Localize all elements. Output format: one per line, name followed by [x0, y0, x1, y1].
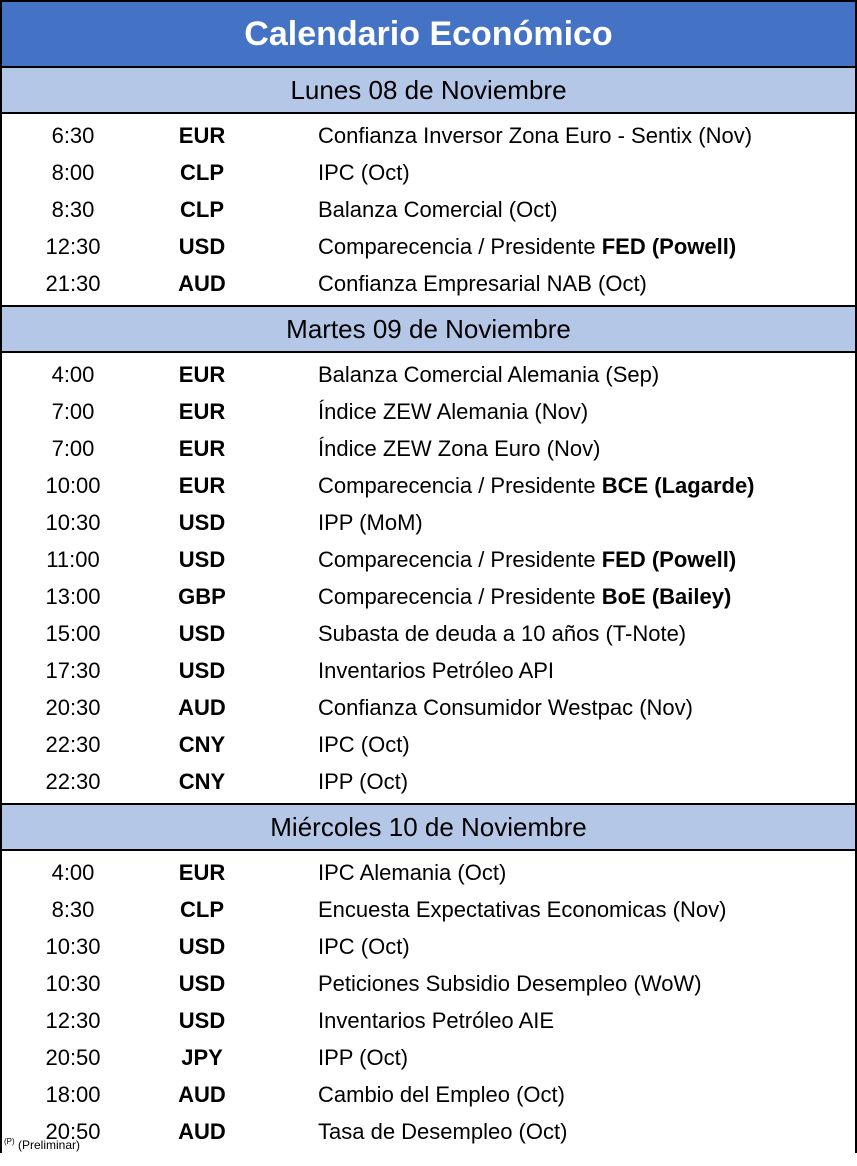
event-time: 10:30: [45, 970, 101, 996]
event-text: Balanza Comercial Alemania (Sep): [318, 361, 660, 387]
event-time: 4:00: [51, 859, 95, 885]
event-row: [2, 726, 855, 763]
event-time: 8:30: [51, 196, 95, 222]
event-text: Cambio del Empleo (Oct): [318, 1081, 565, 1107]
event-row: [2, 891, 855, 928]
event-description: [260, 547, 736, 573]
event-currency: EUR: [178, 472, 226, 498]
event-currency: CLP: [180, 159, 224, 185]
event-currency: EUR: [178, 859, 226, 885]
event-time: 12:30: [45, 233, 101, 259]
event-time: 10:30: [45, 509, 101, 535]
event-row: [2, 265, 855, 302]
event-row: [2, 154, 855, 191]
event-text: Índice ZEW Zona Euro (Nov): [318, 435, 601, 461]
event-row: [2, 117, 855, 154]
event-currency: EUR: [178, 122, 226, 148]
event-currency: EUR: [178, 435, 226, 461]
event-description: [260, 658, 554, 684]
event-description: [260, 732, 410, 758]
event-highlight: FED (Powell): [601, 233, 737, 259]
event-description: [260, 1045, 408, 1071]
event-text: Encuesta Expectativas Economicas (Nov): [318, 896, 727, 922]
event-text: Comparecencia / Presidente: [318, 546, 602, 572]
event-time: 20:50: [45, 1044, 101, 1070]
event-time: 6:30: [51, 122, 95, 148]
event-text: Subasta de deuda a 10 años (T-Note): [318, 620, 687, 646]
event-description: [260, 436, 600, 462]
day-header: Martes 09 de Noviembre: [2, 307, 855, 353]
event-highlight: FED (Powell): [601, 546, 737, 572]
event-row: [2, 356, 855, 393]
event-currency: EUR: [178, 398, 226, 424]
event-row: [2, 854, 855, 891]
event-row: [2, 578, 855, 615]
event-description: [260, 473, 755, 499]
event-list: [2, 353, 855, 805]
event-time: 11:00: [46, 546, 100, 572]
event-highlight: BoE (Bailey): [601, 583, 732, 609]
event-time: 17:30: [45, 657, 101, 683]
event-row: [2, 430, 855, 467]
event-currency: USD: [178, 620, 226, 646]
event-text: Balanza Comercial (Oct): [318, 196, 558, 222]
event-description: [260, 1119, 567, 1145]
event-text: Inventarios Petróleo AIE: [318, 1007, 555, 1033]
event-text: IPC Alemania (Oct): [318, 859, 507, 885]
event-list: [2, 114, 855, 307]
event-time: 20:50: [45, 1118, 101, 1144]
event-currency: CNY: [178, 731, 226, 757]
event-text: Confianza Empresarial NAB (Oct): [318, 270, 647, 296]
event-description: [260, 362, 659, 388]
event-text: Peticiones Subsidio Desempleo (WoW): [318, 970, 702, 996]
event-currency: CLP: [180, 196, 224, 222]
event-row: [2, 1113, 855, 1150]
event-description: [260, 934, 410, 960]
event-row: [2, 191, 855, 228]
event-row: [2, 615, 855, 652]
event-time: 22:30: [45, 731, 101, 757]
event-time: 7:00: [51, 398, 95, 424]
footnote-mark: (P): [4, 1137, 15, 1146]
event-text: IPC (Oct): [318, 731, 410, 757]
event-description: [260, 160, 410, 186]
event-time: 20:30: [45, 694, 101, 720]
event-time: 10:00: [45, 472, 101, 498]
event-time: 7:00: [51, 435, 95, 461]
event-time: 12:30: [45, 1007, 101, 1033]
event-time: 22:30: [45, 768, 101, 794]
day-header: Lunes 08 de Noviembre: [2, 68, 855, 114]
event-text: Comparecencia / Presidente: [318, 233, 602, 259]
event-description: [260, 399, 588, 425]
event-currency: CLP: [180, 896, 224, 922]
event-row: [2, 652, 855, 689]
event-row: [2, 1076, 855, 1113]
event-text: Tasa de Desempleo (Oct): [318, 1118, 568, 1144]
event-time: 8:30: [51, 896, 95, 922]
event-time: 13:00: [45, 583, 101, 609]
event-text: Comparecencia / Presidente: [318, 472, 602, 498]
event-description: [260, 510, 423, 536]
event-description: [260, 1082, 565, 1108]
event-currency: CNY: [178, 768, 226, 794]
event-row: [2, 965, 855, 1002]
event-text: Índice ZEW Alemania (Nov): [318, 398, 589, 424]
event-row: [2, 928, 855, 965]
event-row: [2, 467, 855, 504]
event-row: [2, 1039, 855, 1076]
event-row: [2, 393, 855, 430]
event-currency: JPY: [181, 1044, 223, 1070]
event-text: IPP (Oct): [318, 1044, 409, 1070]
event-currency: USD: [178, 657, 226, 683]
event-description: [260, 769, 408, 795]
event-description: [260, 197, 558, 223]
event-time: 8:00: [51, 159, 95, 185]
event-time: 15:00: [45, 620, 101, 646]
calendar-title: Calendario Económico: [2, 2, 855, 68]
event-description: [260, 860, 506, 886]
event-text: IPC (Oct): [318, 159, 410, 185]
event-list: [2, 851, 855, 1153]
event-currency: AUD: [178, 1081, 226, 1107]
event-row: [2, 689, 855, 726]
event-text: IPC (Oct): [318, 933, 410, 959]
event-time: 10:30: [45, 933, 101, 959]
event-currency: USD: [178, 509, 226, 535]
footnote-text: (Preliminar): [18, 1138, 81, 1152]
event-description: [260, 1008, 554, 1034]
event-currency: USD: [178, 970, 226, 996]
event-row: [2, 541, 855, 578]
event-row: [2, 763, 855, 800]
event-currency: USD: [178, 546, 226, 572]
event-time: 4:00: [51, 361, 95, 387]
event-time: 18:00: [45, 1081, 101, 1107]
event-text: IPP (MoM): [318, 509, 423, 535]
event-currency: USD: [178, 233, 226, 259]
event-text: Inventarios Petróleo API: [318, 657, 555, 683]
event-description: [260, 271, 647, 297]
days-container: [2, 68, 855, 1153]
event-currency: GBP: [178, 583, 226, 609]
event-text: Comparecencia / Presidente: [318, 583, 602, 609]
event-description: [260, 971, 702, 997]
event-row: [2, 1002, 855, 1039]
event-currency: AUD: [178, 270, 226, 296]
event-row: [2, 228, 855, 265]
event-currency: AUD: [178, 694, 226, 720]
event-description: [260, 123, 752, 149]
event-currency: EUR: [178, 361, 226, 387]
event-description: [260, 584, 731, 610]
event-description: [260, 234, 736, 260]
event-description: [260, 695, 693, 721]
event-description: [260, 621, 686, 647]
footnote: [4, 1137, 80, 1152]
event-text: Confianza Inversor Zona Euro - Sentix (Nov): [318, 122, 753, 148]
event-currency: USD: [178, 933, 226, 959]
event-currency: AUD: [178, 1118, 226, 1144]
event-text: IPP (Oct): [318, 768, 409, 794]
day-header: Miércoles 10 de Noviembre: [2, 805, 855, 851]
event-time: 21:30: [45, 270, 101, 296]
event-text: Confianza Consumidor Westpac (Nov): [318, 694, 693, 720]
event-currency: USD: [178, 1007, 226, 1033]
event-row: [2, 504, 855, 541]
event-description: [260, 897, 726, 923]
event-highlight: BCE (Lagarde): [601, 472, 755, 498]
